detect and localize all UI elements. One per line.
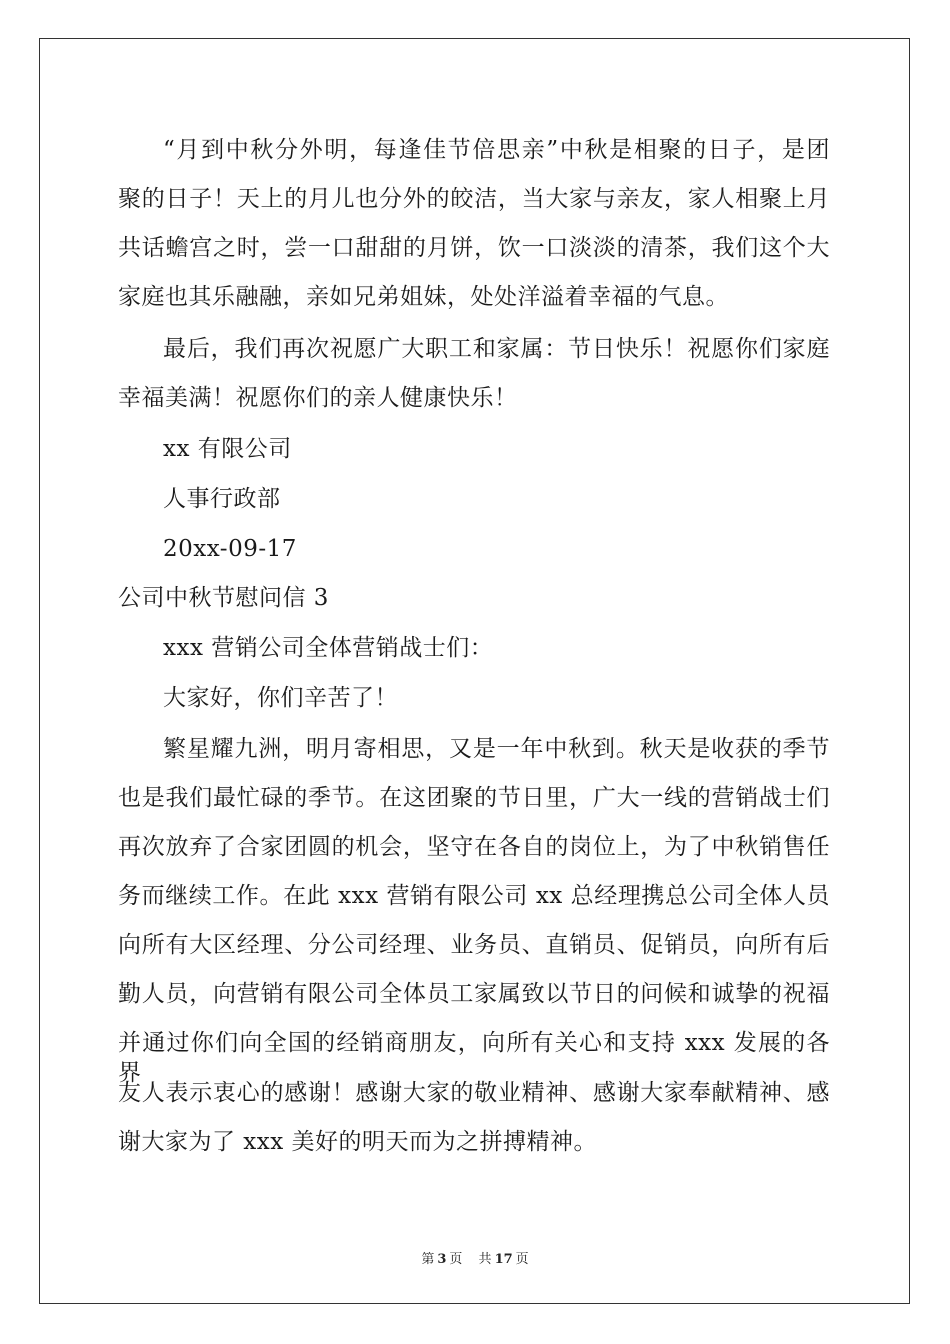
salutation: xxx 营销公司全体营销战士们： xyxy=(163,635,494,661)
paragraph-1-line-3: 共话蟾宫之时，尝一口甜甜的月饼，饮一口淡淡的清茶，我们这个大 xyxy=(118,235,830,261)
page-indicator xyxy=(418,1252,465,1267)
greeting: 大家好，你们辛苦了！ xyxy=(163,685,398,711)
page-footer xyxy=(0,1248,950,1267)
total-pages: 17 xyxy=(494,1252,513,1267)
body-line-6: 勤人员，向营销有限公司全体员工家属致以节日的问候和诚挚的祝福 xyxy=(118,981,830,1007)
total-indicator xyxy=(476,1252,532,1267)
body-line-7: 并通过你们向全国的经销商朋友，向所有关心和支持 xxx 发展的各界 xyxy=(118,1030,830,1086)
letter-title: 公司中秋节慰问信 3 xyxy=(118,585,329,611)
paragraph-2-line-1: 最后，我们再次祝愿广大职工和家属：节日快乐！祝愿你们家庭 xyxy=(163,336,830,362)
page-number: 3 xyxy=(437,1252,447,1267)
body-line-3: 再次放弃了合家团圆的机会，坚守在各自的岗位上，为了中秋销售任 xyxy=(118,834,830,860)
paragraph-1-line-2: 聚的日子！天上的月儿也分外的皎洁，当大家与亲友，家人相聚上月 xyxy=(118,186,830,212)
signature-company: xx 有限公司 xyxy=(163,436,292,462)
body-line-2: 也是我们最忙碌的季节。在这团聚的节日里，广大一线的营销战士们 xyxy=(118,785,830,811)
body-line-5: 向所有大区经理、分公司经理、业务员、直销员、促销员，向所有后 xyxy=(118,932,830,958)
body-line-9: 谢大家为了 xxx 美好的明天而为之拼搏精神。 xyxy=(118,1129,598,1155)
signature-department: 人事行政部 xyxy=(163,486,281,512)
total-suffix: 页 xyxy=(515,1252,529,1267)
paragraph-1-line-4: 家庭也其乐融融，亲如兄弟姐妹，处处洋溢着幸福的气息。 xyxy=(118,284,729,310)
page-border xyxy=(39,38,910,1304)
body-line-8: 友人表示衷心的感谢！感谢大家的敬业精神、感谢大家奉献精神、感 xyxy=(118,1080,830,1106)
body-line-1: 繁星耀九洲，明月寄相思，又是一年中秋到。秋天是收获的季节 xyxy=(163,736,830,762)
paragraph-1-line-1: “月到中秋分外明，每逢佳节倍思亲”中秋是相聚的日子，是团 xyxy=(163,137,830,163)
signature-date: 20xx-09-17 xyxy=(163,536,297,562)
page-suffix: 页 xyxy=(449,1252,463,1267)
total-prefix: 共 xyxy=(478,1252,492,1267)
body-line-4: 务而继续工作。在此 xxx 营销有限公司 xx 总经理携总公司全体人员 xyxy=(118,883,830,909)
page-prefix: 第 xyxy=(421,1252,435,1267)
paragraph-2-line-2: 幸福美满！祝愿你们的亲人健康快乐！ xyxy=(118,385,518,411)
